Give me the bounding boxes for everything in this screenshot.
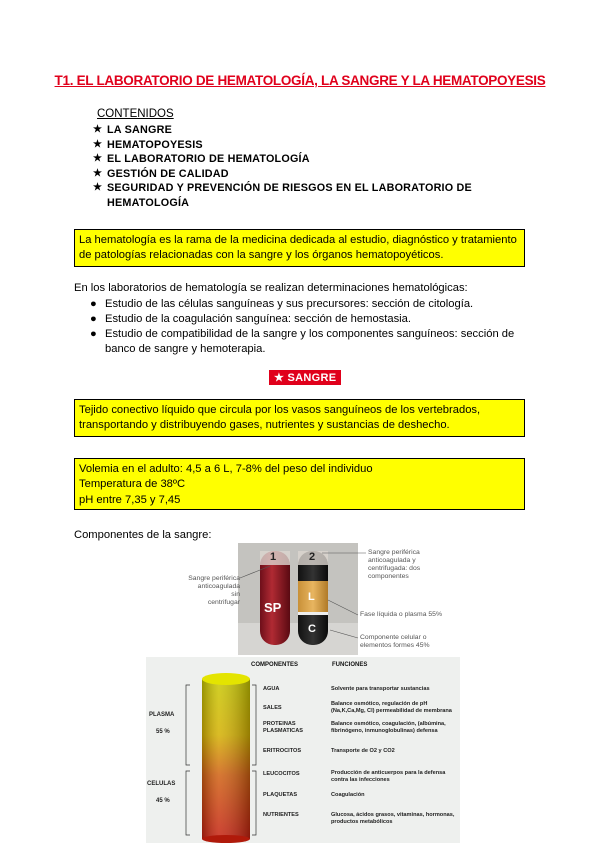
- header-functions: FUNCIONES: [332, 662, 368, 668]
- tube-1-label: SP: [264, 600, 282, 615]
- list-item: ● Estudio de las células sanguíneas y sus precursores: sección de citología.: [90, 298, 474, 310]
- row-function: Producción de anticuerpos para la defensa contra las infecciones: [331, 770, 446, 783]
- bullet-icon: ●: [90, 313, 97, 325]
- tube-2-number: 2: [309, 551, 316, 563]
- star-icon: ★: [93, 138, 103, 150]
- page-title: T1. EL LABORATORIO DE HEMATOLOGÍA, LA SANGRE Y LA HEMATOPOYESIS: [54, 73, 546, 88]
- star-icon: ★: [274, 372, 288, 384]
- components-heading: Componentes de la sangre:: [74, 529, 212, 541]
- list-item: ● Estudio de compatibilidad de la sangre y los componentes sanguíneos: sección de banco de sangre y hemoterapia.: [90, 328, 515, 355]
- blood-components-figure: [146, 657, 460, 843]
- list-item: ★ GESTIÓN DE CALIDAD: [93, 167, 229, 180]
- row-component: PLAQUETAS: [263, 792, 298, 798]
- contents-heading: CONTENIDOS: [97, 108, 174, 120]
- list-item: ● Estudio de la coagulación sanguínea: sección de hemostasia.: [90, 313, 411, 325]
- plasma-label: PLASMA: [149, 712, 175, 718]
- star-icon: ★: [93, 153, 103, 165]
- row-function: Solvente para transportar sustancias: [331, 686, 430, 692]
- row-function: Balance osmótico, coagulación, (albúmina, fibrinógeno, inmunoglobulinas) defensa: [331, 721, 446, 734]
- cells-label: CELULAS: [147, 781, 176, 787]
- right-annotation-plasma: Fase líquida o plasma 55%: [360, 611, 442, 618]
- row-component: ERITROCITOS: [263, 748, 302, 754]
- row-component: NUTRIENTES: [263, 812, 299, 818]
- definition-box: La hematología es la rama de la medicina dedicada al estudio, diagnóstico y tratamiento de patologías relacionadas con la sangre y los órganos hematopoyéticos.: [74, 229, 525, 267]
- star-icon: ★: [93, 182, 103, 194]
- cells-percent: 45 %: [156, 798, 170, 804]
- tube-1-number: 1: [270, 551, 277, 563]
- list-item: ★ EL LABORATORIO DE HEMATOLOGÍA: [93, 153, 310, 166]
- row-function: Glucosa, ácidos grasos, vitaminas, hormonas, productos metabólicos: [331, 812, 455, 825]
- tissue-definition-box: Tejido conectivo líquido que circula por los vasos sanguíneos de los vertebrados, transportando y distribuyendo gases, nutrientes y sustancias de deshecho.: [74, 399, 525, 437]
- row-component: PROTEINAS PLASMATICAS: [263, 721, 303, 734]
- bullet-icon: ●: [90, 328, 97, 340]
- right-annotation-cells: Componente celular o elementos formes 45%: [360, 634, 430, 649]
- lab-intro: En los laboratorios de hematología se realizan determinaciones hematológicas:: [74, 282, 468, 294]
- header-components: COMPONENTES: [251, 662, 299, 668]
- row-component: SALES: [263, 705, 282, 711]
- list-item: ★ LA SANGRE: [93, 124, 172, 136]
- plasma-percent: 55 %: [156, 729, 170, 735]
- plasma-layer-label: L: [308, 591, 315, 603]
- list-item: ★ SEGURIDAD Y PREVENCIÓN DE RIESGOS EN EL LABORATORIO DE HEMATOLOGÍA: [93, 182, 472, 209]
- star-icon: ★: [93, 124, 103, 135]
- right-annotation-centrifuged: Sangre periférica anticoagulada y centrifugada: dos componentes: [368, 549, 421, 580]
- row-function: Transporte de O2 y CO2: [331, 748, 395, 754]
- row-component: LEUCOCITOS: [263, 771, 300, 777]
- list-item: ★ HEMATOPOYESIS: [93, 138, 203, 151]
- row-component: AGUA: [263, 686, 280, 692]
- bullet-icon: ●: [90, 298, 97, 310]
- volemia-line: Volemia en el adulto: 4,5 a 6 L, 7-8% del peso del individuo: [79, 463, 373, 475]
- star-icon: ★: [93, 167, 103, 179]
- cells-layer-label: C: [308, 623, 316, 635]
- section-heading-sangre: ★ SANGRE: [269, 370, 341, 385]
- temperature-line: Temperatura de 38ºC: [79, 478, 186, 491]
- left-annotation: Sangre periférica anticoagulada sin centrifugar: [188, 575, 240, 606]
- row-function: Balance osmótico, regulación de pH (Na,K,Ca,Mg, Cl) permeabilidad de membrana: [331, 701, 452, 714]
- row-function: Coagulación: [331, 792, 365, 798]
- ph-line: pH entre 7,35 y 7,45: [79, 493, 181, 506]
